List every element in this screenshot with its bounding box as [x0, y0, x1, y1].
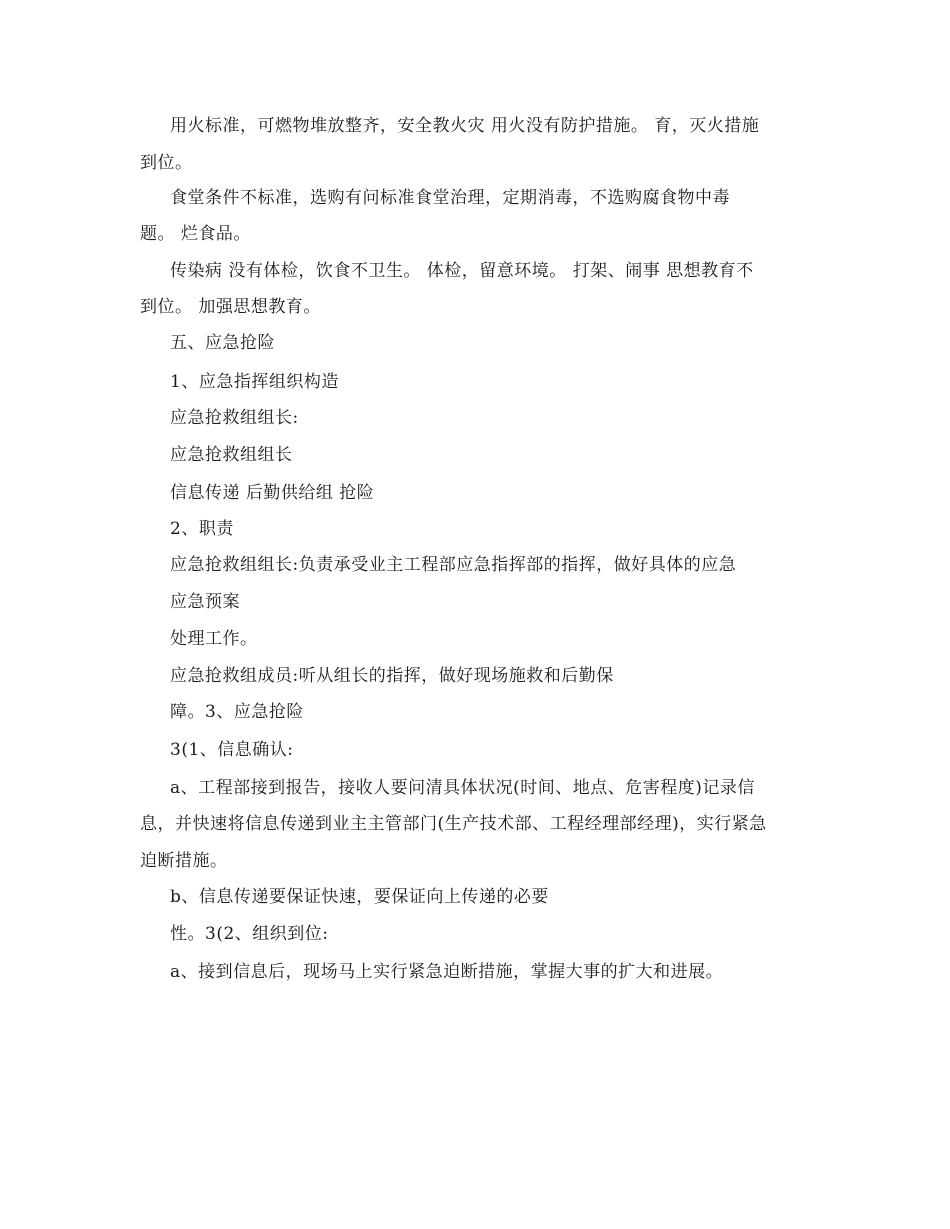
text-line: 应急预案: [170, 592, 240, 612]
text-line: 处理工作。: [170, 629, 258, 649]
subsection-heading: 3(1、信息确认:: [170, 740, 294, 760]
text-line: 息，并快速将信息传递到业主主管部门(生产技术部、工程经理部经理)，实行紧急: [140, 814, 767, 834]
text-line: 应急抢救组成员:听从组长的指挥，做好现场施救和后勤保: [170, 666, 614, 686]
text-line: a、工程部接到报告，接收人要问清具体状况(时间、地点、危害程度)记录信: [170, 778, 755, 798]
text-line: 信息传递 后勤供给组 抢险: [170, 483, 375, 503]
text-line: 到位。 加强思想教育。: [140, 297, 321, 317]
text-line: a、接到信息后，现场马上实行紧急迫断措施，掌握大事的扩大和进展。: [170, 962, 724, 982]
text-line: 应急抢救组组长:: [170, 408, 299, 428]
text-line: 性。3(2、组织到位:: [170, 924, 329, 944]
text-line: 用火标准，可燃物堆放整齐，安全教火灾 用火没有防护措施。 育，灭火措施: [170, 116, 760, 136]
text-line: b、信息传递要保证快速，要保证向上传递的必要: [170, 887, 549, 907]
subsection-heading: 2、职责: [170, 519, 234, 539]
text-line: 传染病 没有体检，饮食不卫生。 体检，留意环境。 打架、闹事 思想教育不: [170, 261, 754, 281]
text-line: 应急抢救组组长: [170, 445, 293, 465]
section-heading: 五、应急抢险: [170, 333, 275, 353]
subsection-heading: 1、应急指挥组织构造: [170, 372, 339, 392]
text-line: 食堂条件不标准，选购有问标准食堂治理，定期消毒，不选购腐食物中毒: [170, 188, 730, 208]
text-line: 题。 烂食品。: [140, 224, 251, 244]
text-line: 迫断措施。: [140, 851, 228, 871]
text-line: 应急抢救组组长:负责承受业主工程部应急指挥部的指挥，做好具体的应急: [170, 555, 737, 575]
text-line: 到位。: [140, 153, 193, 173]
text-line: 障。3、应急抢险: [170, 702, 304, 722]
